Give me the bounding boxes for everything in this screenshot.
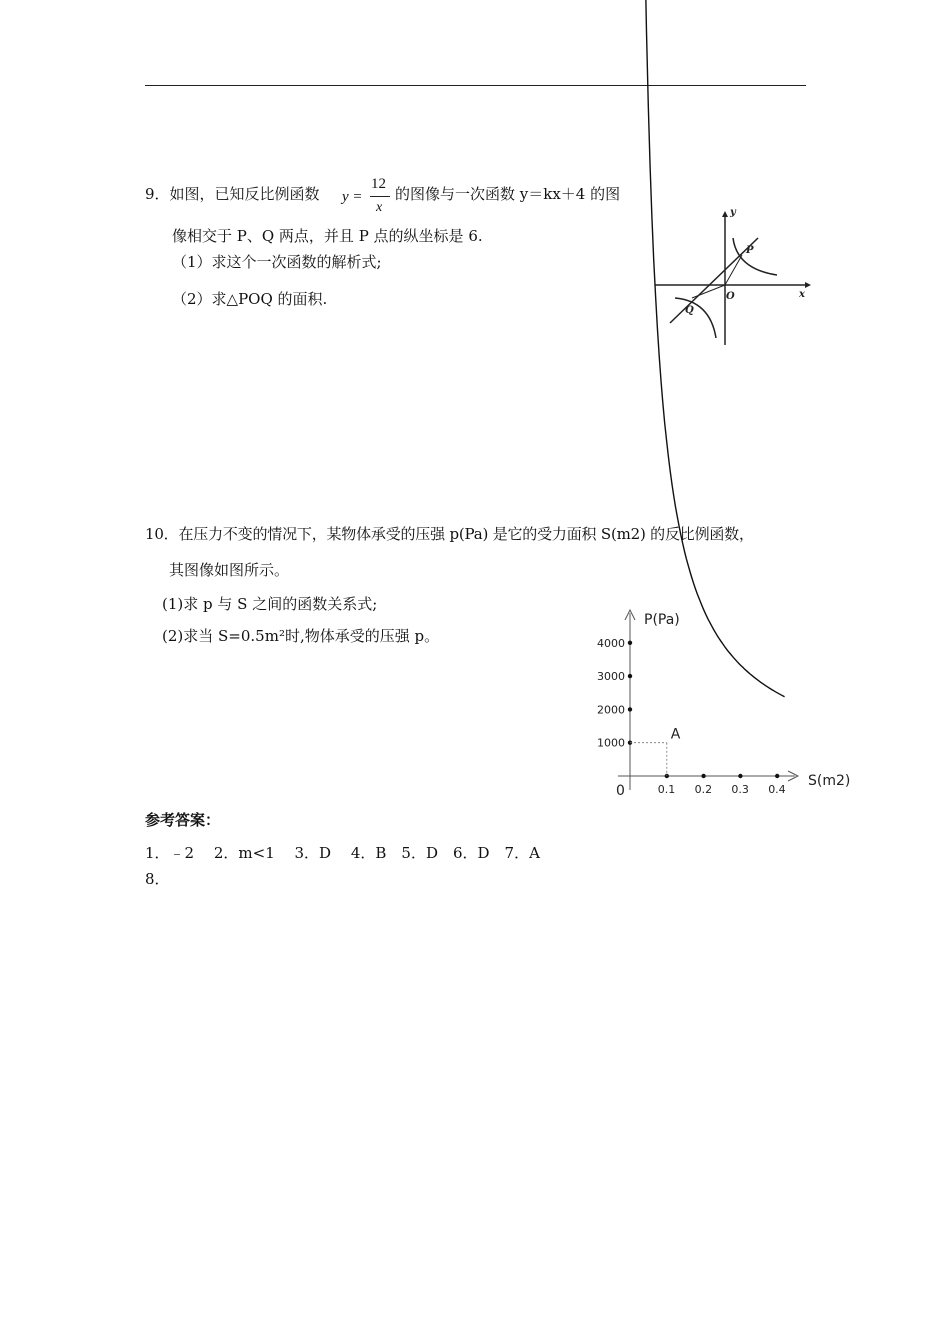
chart-series-line xyxy=(639,0,784,697)
q10-part2: (2)求当 S=0.5m²时,物体承受的压强 p。 xyxy=(162,627,440,645)
header-rule xyxy=(145,85,806,86)
q10-line2: 其图像如图所示。 xyxy=(169,561,290,579)
chart-y-tick-dot xyxy=(628,674,632,678)
fig9-y-label: y xyxy=(730,207,736,218)
fig9-x-label: x xyxy=(799,289,805,300)
q9-line2: 像相交于 P、Q 两点，并且 P 点的纵坐标是 6. xyxy=(172,227,483,245)
q9-formula-denominator: x xyxy=(376,200,383,215)
chart-y-tick-label: 4000 xyxy=(597,636,625,650)
chart-x-tick-dot xyxy=(775,774,779,778)
chart-y-tick-label: 1000 xyxy=(597,736,625,750)
chart-x-tick-label: 0.2 xyxy=(694,783,713,796)
q10-part1: (1)求 p 与 S 之间的函数关系式; xyxy=(162,595,378,613)
fig9-oq-segment xyxy=(692,285,725,298)
q9-part1: （1）求这个一次函数的解析式; xyxy=(172,253,382,271)
q9-formula-numerator: 12 xyxy=(371,176,386,192)
answers-heading: 参考答案： xyxy=(145,811,221,829)
chart-y-tick-label: 3000 xyxy=(597,670,625,684)
q9-formula xyxy=(342,176,397,220)
q9-formula-bar xyxy=(370,196,390,197)
answers-line2: 8． xyxy=(145,870,170,888)
fig9-origin-label: O xyxy=(726,291,735,302)
fig9-p-label: P xyxy=(746,245,754,256)
q10-chart xyxy=(590,605,860,805)
chart-origin-label: 0 xyxy=(616,783,625,799)
fig9-op-segment xyxy=(725,255,742,285)
fig9-line xyxy=(670,238,758,323)
q10-line1: 10．在压力不变的情况下，某物体承受的压强 p(Pa) 是它的受力面积 S(m2) 的反比例函数， xyxy=(145,525,754,543)
q9-part2: （2）求△POQ 的面积. xyxy=(172,290,328,308)
chart-x-label: S(m2) xyxy=(808,773,851,789)
fig9-q-label: Q xyxy=(685,305,694,316)
fig9-y-arrow xyxy=(722,211,728,217)
answers-line1: 1．﹣2 2．m<1 3．D 4．B 5．D 6．D 7．A xyxy=(145,844,540,862)
fig9-hyperbola-q3 xyxy=(675,298,716,338)
chart-x-tick-dot xyxy=(738,774,742,778)
q9-formula-y: y = xyxy=(342,189,363,205)
q9-figure xyxy=(655,205,815,345)
chart-point-a-label: A xyxy=(670,726,681,743)
chart-x-tick-label: 0.3 xyxy=(731,783,749,796)
chart-y-tick-dot xyxy=(628,641,632,645)
chart-y-tick-label: 2000 xyxy=(597,703,625,717)
chart-y-label: P(Pa) xyxy=(644,612,680,628)
q9-line1-prefix: 9．如图，已知反比例函数 xyxy=(145,185,320,203)
chart-x-tick-label: 0.4 xyxy=(768,783,786,796)
chart-x-tick-label: 0.1 xyxy=(657,783,676,796)
q9-line1-suffix: 的图像与一次函数 y＝kx＋4 的图 xyxy=(395,185,621,203)
fig9-x-arrow xyxy=(805,282,811,288)
chart-marks xyxy=(597,0,786,796)
chart-y-tick-dot xyxy=(628,707,632,711)
chart-x-tick-dot xyxy=(701,774,705,778)
